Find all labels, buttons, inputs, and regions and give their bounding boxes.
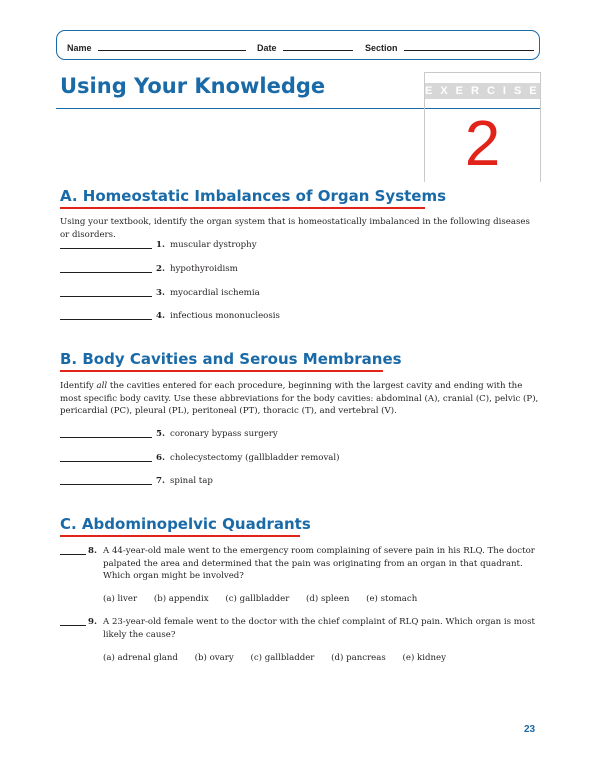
page-title: Using Your Knowledge (60, 74, 326, 98)
answer-blank[interactable] (60, 484, 152, 485)
option: (b) ovary (194, 653, 234, 663)
item-text: hypothyroidism (170, 264, 238, 274)
question-text: A 44-year-old male went to the emergency room complaining of severe pain in his RLQ. The doctor palpated the area and determined that the pain was originating from an organ in that quadrant. Which organ might be involved? (103, 546, 535, 581)
section-b-title: B. Body Cavities and Serous Membranes (60, 350, 402, 368)
item-number: 5. (156, 429, 165, 439)
item-text: infectious mononucleosis (170, 311, 280, 321)
answer-blank[interactable] (60, 625, 86, 626)
section-c-title: C. Abdominopelvic Quadrants (60, 515, 311, 533)
item-number: 6. (156, 453, 165, 463)
option: (e) kidney (402, 653, 446, 663)
item-number: 3. (156, 288, 165, 298)
exercise-label: EXERCISE (425, 85, 545, 97)
list-item (60, 475, 540, 487)
question-9-options (103, 653, 460, 663)
option: (b) appendix (153, 594, 209, 604)
list-item (60, 263, 540, 275)
date-field[interactable] (257, 42, 353, 53)
section-b-underline (60, 370, 383, 372)
option: (d) pancreas (331, 653, 386, 663)
item-number: 4. (156, 311, 165, 321)
section-label: Section (365, 43, 398, 53)
item-number: 7. (156, 476, 165, 486)
section-b-instructions (60, 380, 540, 418)
question-8 (60, 545, 540, 585)
exercise-box (424, 72, 545, 182)
option: (c) gallbladder (225, 594, 290, 604)
list-item (60, 287, 540, 299)
section-a-instructions: Using your textbook, identify the organ system that is homeostatically imbalanced in the following diseases or disorders. (60, 217, 530, 240)
instructions-emphasis: all (96, 381, 108, 391)
date-line[interactable] (283, 42, 353, 51)
question-text: A 23-year-old female went to the doctor with the chief complaint of RLQ pain. Which organ is most likely the cause? (103, 617, 535, 640)
option: (d) spleen (306, 594, 350, 604)
name-label: Name (67, 43, 92, 53)
name-line[interactable] (98, 42, 246, 51)
item-text: cholecystectomy (gallbladder removal) (170, 453, 340, 463)
exercise-number: 2 (464, 107, 501, 179)
item-text: spinal tap (170, 476, 213, 486)
option: (a) liver (103, 594, 138, 604)
item-text: coronary bypass surgery (170, 429, 278, 439)
item-number: 1. (156, 240, 165, 250)
question-number: 9. (88, 617, 97, 627)
header-bar (56, 30, 540, 60)
answer-blank[interactable] (60, 248, 152, 249)
list-item (60, 452, 540, 464)
option: (c) gallbladder (250, 653, 315, 663)
section-c-underline (60, 535, 300, 537)
section-a-title: A. Homeostatic Imbalances of Organ Systems (60, 187, 447, 205)
answer-blank[interactable] (60, 437, 152, 438)
answer-blank[interactable] (60, 272, 152, 273)
list-item (60, 239, 540, 251)
instructions-post: the cavities entered for each procedure, beginning with the largest cavity and ending with the most specific body cavity. Use these abbreviations for the body cavities: abdominal (A), cranial (C), pelvic (P), pericardial (PC), pleural (PL), peritoneal (PT), thoracic (T), and vertebral (V). (60, 381, 539, 416)
page-number: 23 (524, 724, 536, 735)
list-item (60, 428, 540, 440)
answer-blank[interactable] (60, 319, 152, 320)
section-a-underline (60, 207, 425, 209)
date-label: Date (257, 43, 277, 53)
item-number: 2. (156, 264, 165, 274)
item-text: muscular dystrophy (170, 240, 257, 250)
answer-blank[interactable] (60, 554, 86, 555)
section-line[interactable] (404, 42, 534, 51)
question-9 (60, 616, 540, 644)
item-text: myocardial ischemia (170, 288, 260, 298)
list-item (60, 310, 540, 322)
section-field[interactable] (365, 42, 534, 53)
question-8-options (103, 594, 431, 604)
name-field[interactable] (67, 42, 246, 53)
instructions-pre: Identify (60, 381, 97, 391)
option: (e) stomach (366, 594, 418, 604)
question-number: 8. (88, 546, 97, 556)
option: (a) adrenal gland (103, 653, 178, 663)
answer-blank[interactable] (60, 461, 152, 462)
answer-blank[interactable] (60, 296, 152, 297)
